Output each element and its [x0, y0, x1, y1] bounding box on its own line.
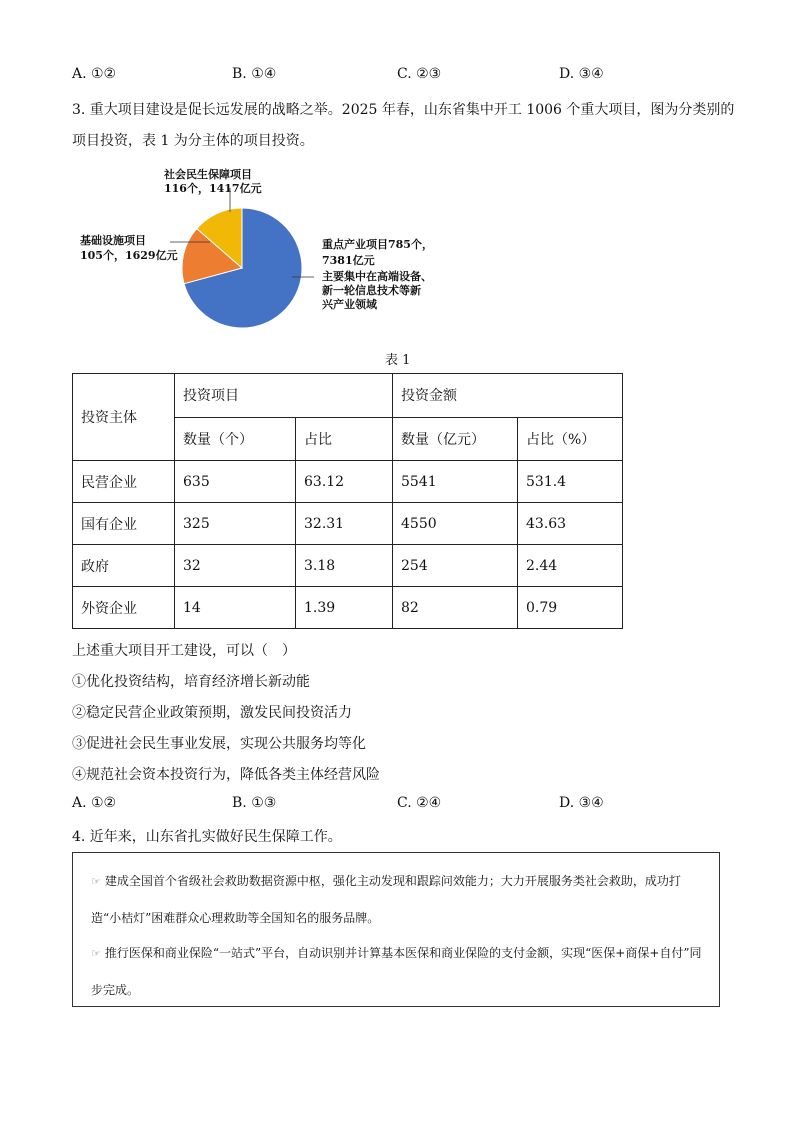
table-cell: 1.39 [296, 587, 393, 629]
q3-option-a[interactable]: A. ①② [72, 795, 117, 811]
header-money: 数量（亿元） [393, 417, 518, 461]
table-cell: 3.18 [296, 545, 393, 587]
q3-option-b[interactable]: B. ①③ [232, 795, 277, 811]
social-label-2: 116个，1417亿元 [164, 182, 262, 195]
table-cell: 国有企业 [73, 503, 175, 545]
q2-option-a[interactable]: A. ①② [72, 66, 117, 82]
header-subject: 投资主体 [73, 374, 175, 461]
q2-options [72, 66, 632, 86]
header-projects: 投资项目 [175, 374, 393, 418]
q3-prompt: 上述重大项目开工建设，可以（ ） [72, 643, 296, 659]
pointing-hand-icon: ☞ [91, 947, 101, 960]
table-cell: 635 [175, 461, 296, 503]
industry-label-5: 兴产业领域 [322, 298, 377, 311]
table-cell: 254 [393, 545, 518, 587]
table-cell: 民营企业 [73, 461, 175, 503]
material-box [72, 852, 720, 1007]
header-count: 数量（个） [175, 417, 296, 461]
industry-label-2: 7381亿元 [322, 254, 375, 267]
table-title: 表 1 [385, 353, 411, 368]
q3-statement-1: ①优化投资结构，培育经济增长新动能 [72, 674, 310, 690]
q2-option-c[interactable]: C. ②③ [397, 66, 442, 82]
table-row [73, 503, 623, 545]
investment-table [72, 373, 623, 629]
table-cell: 325 [175, 503, 296, 545]
table-cell: 外资企业 [73, 587, 175, 629]
q2-option-b[interactable]: B. ①④ [232, 66, 277, 82]
industry-label-1: 重点产业项目785个， [322, 238, 433, 251]
table-cell: 政府 [73, 545, 175, 587]
table-cell: 4550 [393, 503, 518, 545]
table-cell: 82 [393, 587, 518, 629]
table-header-row [73, 374, 623, 418]
q2-option-d[interactable]: D. ③④ [559, 66, 604, 82]
table-row [73, 545, 623, 587]
table-row [73, 587, 623, 629]
q3-statement-2: ②稳定民营企业政策预期，激发民间投资活力 [72, 705, 352, 721]
table-cell: 2.44 [518, 545, 623, 587]
table-cell: 32.31 [296, 503, 393, 545]
pointing-hand-icon: ☞ [91, 875, 101, 888]
table-cell: 32 [175, 545, 296, 587]
paragraph-1-text: 建成全国首个省级社会救助数据资源中枢，强化主动发现和跟踪问效能力；大力开展服务类社会救助，成功打造“小桔灯”困难群众心理救助等全国知名的服务品牌。 [91, 874, 681, 925]
header-ratio1: 占比 [296, 417, 393, 461]
header-amount: 投资金额 [393, 374, 623, 418]
social-label-1: 社会民生保障项目 [164, 168, 252, 181]
material-paragraph-1 [91, 863, 705, 936]
table-cell: 0.79 [518, 587, 623, 629]
q3-stem-line1: 3. 重大项目建设是促长远发展的战略之举。2025 年春，山东省集中开工 1006 个重大项目，图为分类别的 [72, 102, 735, 118]
q3-statement-3: ③促进社会民生事业发展，实现公共服务均等化 [72, 736, 366, 752]
table-cell: 14 [175, 587, 296, 629]
q4-stem: 4. 近年来，山东省扎实做好民生保障工作。 [72, 829, 342, 845]
q3-stem-line2: 项目投资，表 1 为分主体的项目投资。 [72, 133, 314, 149]
q3-options [72, 795, 632, 815]
material-paragraph-2 [91, 935, 705, 1008]
infra-label-1: 基础设施项目 [80, 234, 146, 247]
table-cell: 5541 [393, 461, 518, 503]
table-cell: 531.4 [518, 461, 623, 503]
industry-label-4: 新一轮信息技术等新 [322, 284, 421, 297]
industry-label-3: 主要集中在高端设备、 [322, 270, 432, 283]
q3-statement-4: ④规范社会资本投资行为，降低各类主体经营风险 [72, 767, 380, 783]
table-row [73, 461, 623, 503]
q3-option-c[interactable]: C. ②④ [397, 795, 442, 811]
pie-chart [72, 160, 492, 340]
q3-option-d[interactable]: D. ③④ [559, 795, 604, 811]
header-ratio2: 占比（%） [518, 417, 623, 461]
table-cell: 43.63 [518, 503, 623, 545]
table-cell: 63.12 [296, 461, 393, 503]
infra-label-2: 105个，1629亿元 [80, 249, 178, 262]
paragraph-2-text: 推行医保和商业保险“一站式”平台，自动识别并计算基本医保和商业保险的支付金额，实现“医保+商保+自付”同步完成。 [91, 946, 702, 997]
